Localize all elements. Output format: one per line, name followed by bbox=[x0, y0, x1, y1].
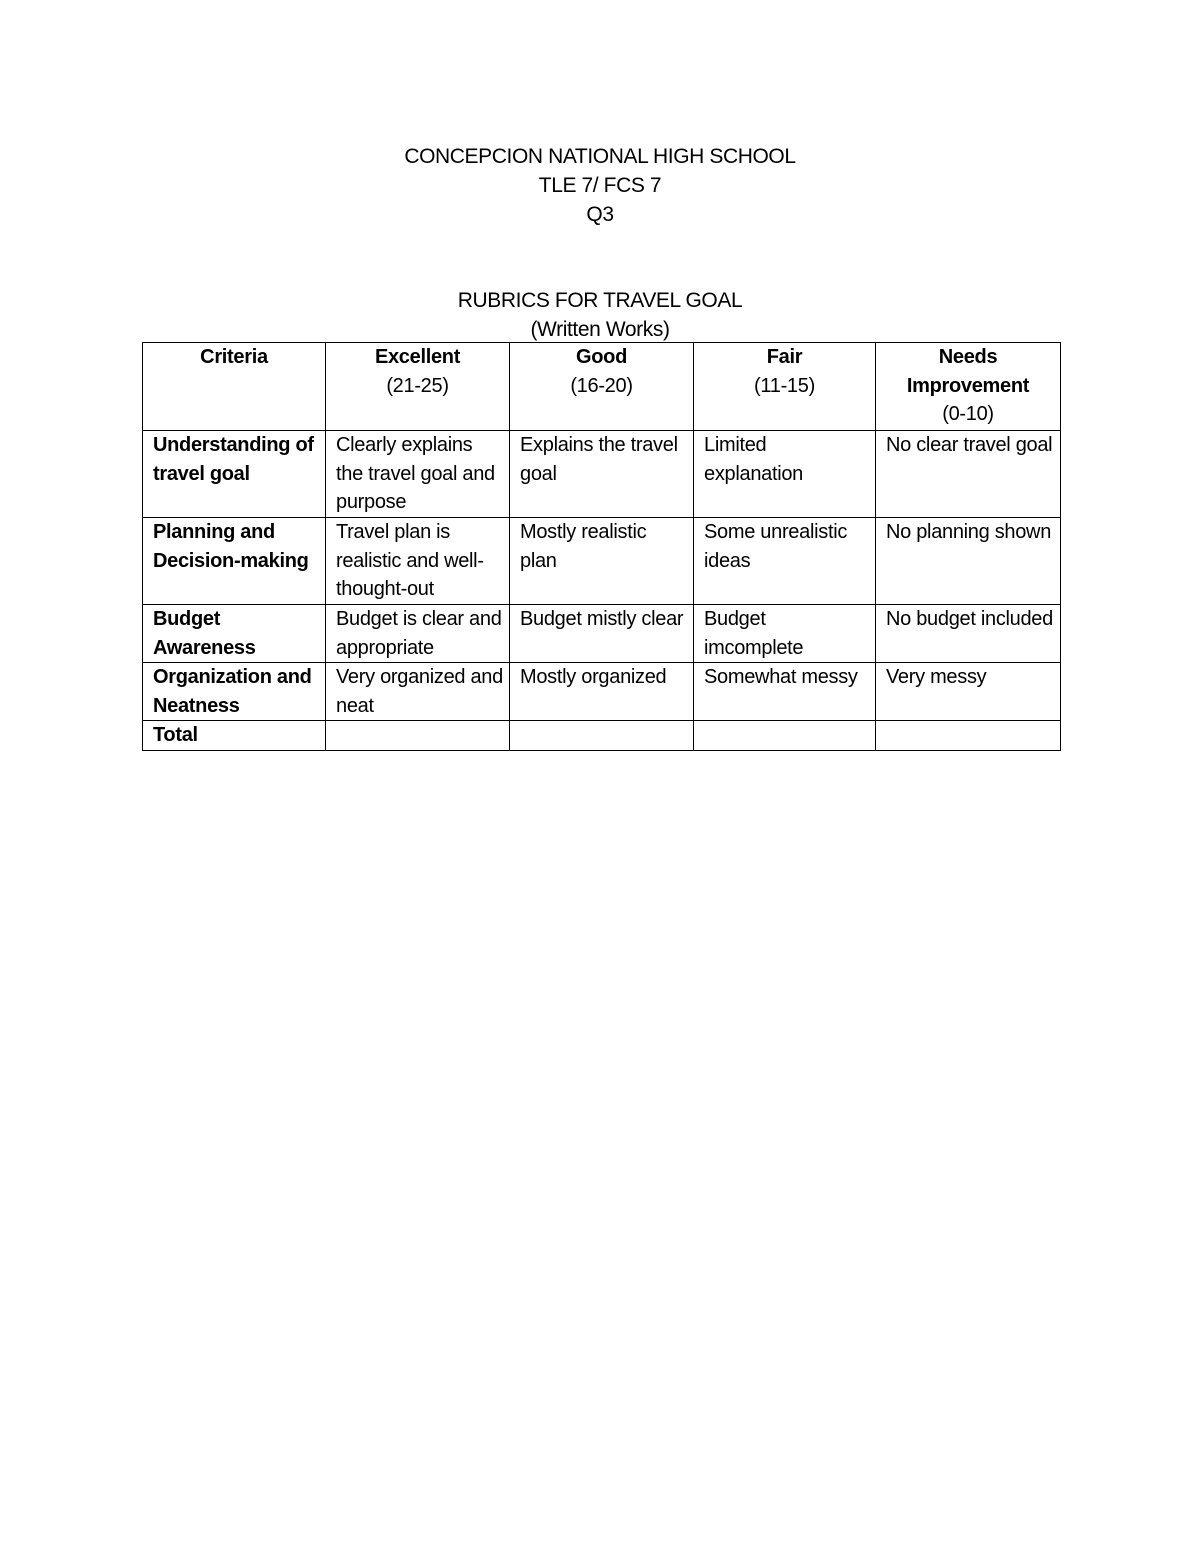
column-header-range: (0-10) bbox=[942, 403, 994, 425]
column-header-label: Needs Improvement bbox=[906, 346, 1030, 397]
excellent-cell: Budget is clear and appropriate bbox=[326, 605, 510, 663]
needs-improvement-cell: No budget included bbox=[876, 605, 1061, 663]
column-header-needs-improvement bbox=[876, 343, 1061, 431]
rubric-subtitle: (Written Works) bbox=[530, 318, 670, 341]
criterion-cell: Planning and Decision-making bbox=[143, 518, 326, 605]
column-header-good bbox=[510, 343, 694, 431]
excellent-cell: Travel plan is realistic and well-thought-out bbox=[326, 518, 510, 605]
total-row bbox=[143, 721, 1061, 751]
criterion-cell: Organization and Neatness bbox=[143, 663, 326, 721]
good-cell: Mostly organized bbox=[510, 663, 694, 721]
needs-improvement-cell: No planning shown bbox=[876, 518, 1061, 605]
total-fair-cell bbox=[694, 721, 876, 751]
column-header-label: Fair bbox=[766, 346, 803, 368]
column-header-label: Good bbox=[575, 346, 627, 368]
column-header-range: (21-25) bbox=[386, 374, 449, 397]
column-header-criteria bbox=[143, 343, 326, 431]
rubric-heading bbox=[0, 286, 1200, 344]
needs-improvement-cell: No clear travel goal bbox=[876, 431, 1061, 518]
good-cell: Budget mistly clear bbox=[510, 605, 694, 663]
document-header bbox=[0, 142, 1200, 229]
rubric-table bbox=[142, 342, 1061, 751]
column-header-range: (16-20) bbox=[570, 374, 633, 397]
table-row bbox=[143, 605, 1061, 663]
excellent-cell: Very organized and neat bbox=[326, 663, 510, 721]
good-cell: Explains the travel goal bbox=[510, 431, 694, 518]
column-header-excellent bbox=[326, 343, 510, 431]
column-header-label: Criteria bbox=[200, 346, 268, 368]
total-excellent-cell bbox=[326, 721, 510, 751]
fair-cell: Limited explanation bbox=[694, 431, 876, 518]
school-name: CONCEPCION NATIONAL HIGH SCHOOL bbox=[404, 145, 796, 168]
fair-cell: Somewhat messy bbox=[694, 663, 876, 721]
subject-line: TLE 7/ FCS 7 bbox=[538, 174, 662, 197]
quarter-line: Q3 bbox=[586, 203, 614, 226]
fair-cell: Budget imcomplete bbox=[694, 605, 876, 663]
total-label: Total bbox=[143, 721, 326, 751]
excellent-cell: Clearly explains the travel goal and purpose bbox=[326, 431, 510, 518]
fair-cell: Some unrealistic ideas bbox=[694, 518, 876, 605]
table-row bbox=[143, 518, 1061, 605]
rubric-header-row bbox=[143, 343, 1061, 431]
column-header-range: (11-15) bbox=[754, 374, 815, 397]
table-row bbox=[143, 431, 1061, 518]
column-header-fair bbox=[694, 343, 876, 431]
criterion-cell: Understanding of travel goal bbox=[143, 431, 326, 518]
table-row bbox=[143, 663, 1061, 721]
column-header-label: Excellent bbox=[374, 346, 461, 368]
rubric-title: RUBRICS FOR TRAVEL GOAL bbox=[457, 289, 743, 312]
total-needs-improvement-cell bbox=[876, 721, 1061, 751]
total-good-cell bbox=[510, 721, 694, 751]
good-cell: Mostly realistic plan bbox=[510, 518, 694, 605]
needs-improvement-cell: Very messy bbox=[876, 663, 1061, 721]
criterion-cell: Budget Awareness bbox=[143, 605, 326, 663]
